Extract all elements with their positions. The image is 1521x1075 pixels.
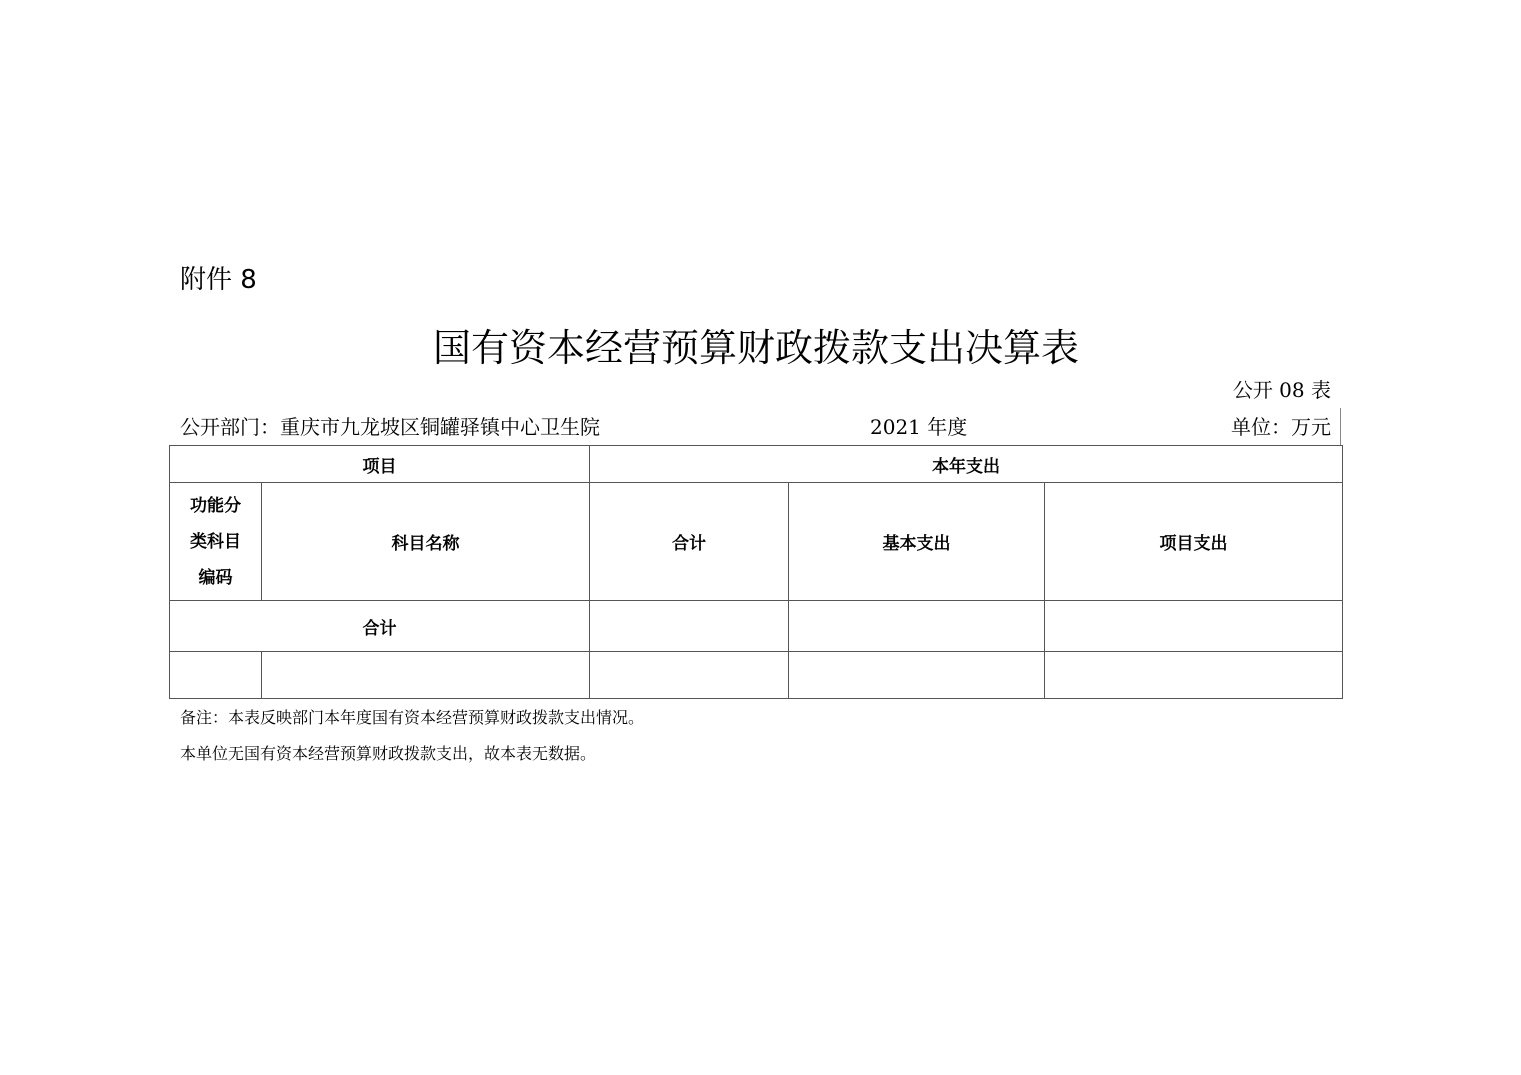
table-header-row xyxy=(170,446,1343,483)
header-project-expenditure: 项目支出 xyxy=(1045,483,1343,601)
header-total: 合计 xyxy=(590,483,789,601)
total-row-label: 合计 xyxy=(170,601,590,652)
row-basic-cell xyxy=(789,652,1045,699)
header-function-code xyxy=(170,483,262,601)
row-name-cell xyxy=(262,652,590,699)
table-code: 公开 08 表 xyxy=(1232,378,1331,402)
remark-note: 备注：本表反映部门本年度国有资本经营预算财政拨款支出情况。 xyxy=(180,708,645,727)
row-code-cell xyxy=(170,652,262,699)
header-item: 项目 xyxy=(170,446,590,483)
attachment-label: 附件 8 xyxy=(180,265,257,295)
document-title: 国有资本经营预算财政拨款支出决算表 xyxy=(432,326,1079,370)
expenditure-table xyxy=(169,445,1343,699)
table-row xyxy=(170,652,1343,699)
table-subheader-row xyxy=(170,483,1343,601)
total-row-basic xyxy=(789,601,1045,652)
header-function-code-line1: 功能分 xyxy=(190,495,241,516)
header-basic-expenditure: 基本支出 xyxy=(789,483,1045,601)
department-label: 公开部门：重庆市九龙坡区铜罐驿镇中心卫生院 xyxy=(180,415,600,439)
header-current-year-expenditure: 本年支出 xyxy=(590,446,1343,483)
unit-label: 单位：万元 xyxy=(1231,415,1331,439)
meta-divider xyxy=(1340,408,1341,446)
fiscal-year-label: 2021 年度 xyxy=(870,415,968,439)
header-function-code-line3: 编码 xyxy=(198,567,233,588)
header-function-code-line2: 类科目 xyxy=(190,531,241,552)
table-total-row xyxy=(170,601,1343,652)
no-data-note: 本单位无国有资本经营预算财政拨款支出，故本表无数据。 xyxy=(180,744,597,763)
row-total-cell xyxy=(590,652,789,699)
total-row-total xyxy=(590,601,789,652)
row-project-cell xyxy=(1045,652,1343,699)
total-row-project xyxy=(1045,601,1343,652)
header-subject-name: 科目名称 xyxy=(262,483,590,601)
